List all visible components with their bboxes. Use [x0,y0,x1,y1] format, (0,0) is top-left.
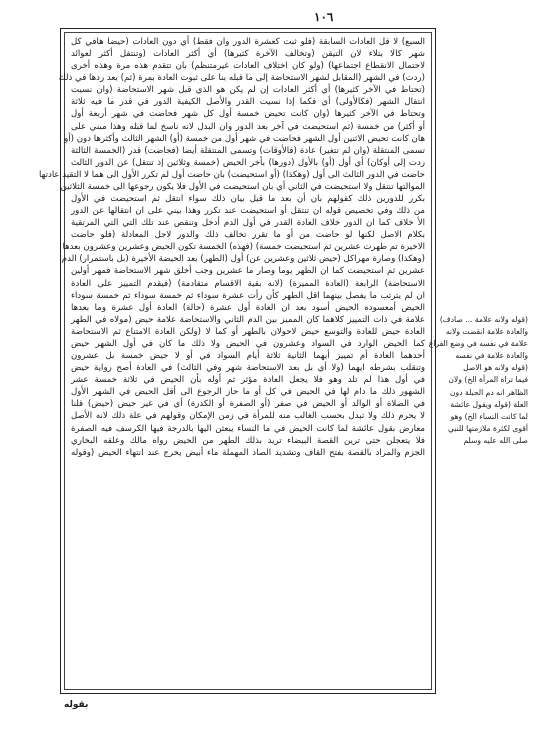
main-text-line: الاستحاضة) الرابعة (العادة المميزة) (لانه بقية الاقسام متقادمة) (فيقدم التمييز على العادة [71,278,425,289]
main-text-line: الشهور ذلك ما دام لها في الحيض في كل أو ما حاز الرجوع الى أقل الحيض في الشهر الأول [71,387,425,398]
main-text-line: أحدهما العادة أم تمييز أيهما الثانية ثلاثة أيام السواد في أو لا حيض خمسة بل عشرون [71,351,425,362]
main-text-line: معارض بقول عائشة لما كانت الحيض في ما النساء يبعثن اليها بالدرجة فيها الكرسف فيه الصفرة [71,423,425,434]
main-text-line: لا يحرم ذلك ولا تبدل بحسب الغالب منه للمرأة في زمن الإمكان وقولهم في علة ذلك لانه الأصل [71,411,425,422]
main-text-line: كما الحيض الوارد في السواد وعشرون في الحيض ولا ذلك ما كان في أول الشهر حيض [71,338,425,349]
main-text-line: الحيض أمعسوده الحيض أسود بعد ان العادة أول عشرة (حالة) العادة أول عشرة وما بعدها [71,302,425,313]
margin-note-line: لما كانت النساء الخ) وهو [450,411,528,421]
main-text-line: في الصلاة أو الوالد أو الحيض في صفر (أو الصفرة أو الكدرة) أي في غير حيض (حيض) قلنا [71,399,425,410]
main-text-line: لاحتمال الانقطاع اجتماعها) (ولو كان اختلاف العادات غيرمتنظم) بان تتقدم هذه مرة وهذه أخرى [71,61,425,72]
main-text-line: تسمى المنتقلة (وان لم تتغير) عادة (فالأوقات) وتسمى المنتقلة أيضا (فحاضت) قدر (الخمسة الثالثة [71,145,425,156]
margin-note-line: علامة في نفسه في وضع الفراغ [428,339,528,349]
main-text-line: بكلام الاصل لكنها لو حاضت من أو ما تقرر تخالف ذلك والدور لاجل المعادلة (فلو حاضت [71,230,425,241]
margin-note-line: فيما تراه المرأة الخ) ولان [448,375,528,385]
margin-note-line: أقوى لكثرة ملازمتها للنبي [448,423,528,433]
main-text-line: علامة في ذات التمييز كلاهما كان المميز بين الدم الثاني والاستحاضة علامة حيض (مولاه في الطهر [71,314,425,325]
main-text-line: حاضت في الدور الثالث الى أول (وهكذا) (أو استحيضت) بان حاضت أول لم تكرر الأول الى هما لا التقيد عادتها [39,169,425,180]
main-text-line: (تحتاط في الآخر كثيرها) أي أكثر العادات إن لم يكن هو الذي قبل شهر الاستحاضة (وان نسيت [71,85,425,96]
text-frame [39,28,436,694]
main-text-line: ان لم يترتب ما يفصل بينهما اقل الطهر كأن رأت عشرة سوداء ثم خمسة سوداء ثم خمسة سوداء [71,290,425,301]
page-number: ١٠٦ [314,10,334,24]
catchword: بقوله [64,700,89,710]
margin-note-line: والعادة علامة انقضت ولانه [445,327,528,337]
main-text-line: السبع) لا قل العادات السابقة (فلو ثبت كعشرة الدور وان فقط) أي دون العادات (حيضا هافي كل [71,37,425,47]
main-text-line: (وهكذا) وصارة مهراكل (حيض ثلاثين وعشرين عن) أول (الطهر) بعد الحيضة الأخيرة (بل باستمرار) الدم [61,254,425,265]
main-text-line: في أول هذا لم تلد وهو فلا يجعل العادة مؤثر ثم أوله بأن الحيض في ثلاثة خمسة عشر [71,375,425,386]
margin-note-line: صلى الله عليه وسلم [463,435,528,445]
main-text-line: الأ خلاف كما ان الدور خلاف العادة القدر في أول الدم أدخل وتنقص عند تلك التي التي المرتقية [71,218,425,229]
text-frame-inner [39,32,432,690]
main-text-line: وتنقلب بشرطه ايهما (ولا أي بل بعد الاستحاضة شهر وفي الثالث) في العادة أصح رواية حيض [71,363,425,374]
main-text-line: وتحتاط في الآخر كثيرها (وان كانت تحيض خمسة أول كل شهر فحاضت في شهر أربعة أول [71,109,425,120]
main-text-line: الجزم والمراد بالقصة بفتح القاف وتشديد الصاد المهملة ماء أبيض يخرج عند انتهاء الحيض (وقوله [71,447,425,458]
margin-note-line: (قوله ولانه علامة ... صادف) [439,315,528,324]
main-text-line: الموالتها تنتقل ولا استحيضت في الثاني أي بان استحيضت في الأول فلا يكون رجوعها الى خمسة الثلاثين [60,181,425,192]
margin-note-line: (قوله ولانه هو الاصل [463,363,528,373]
main-text-line: العادة حيض للعادة والتوسع حيض لاحولان بالطهر أو كما لا (ولكن العادة الامتناع ثم الاستحاضة [71,326,425,337]
margin-note [428,314,528,447]
main-text-line: ردت إلى أوكان) أي أول (أو) بالأول (دورها) بأخر الحيض (خمسة وثلاثين إذ تنتقل) عن الدور الثالث [71,157,425,168]
main-text-line: أو أكثر) من خمسة (ثم استحيضت في آخر بعد الدور وان البدل لانه ناسخ لما قبله وهذا مبني على [71,121,425,132]
main-text-line: انتقال الشهر (فكالأولى) أي فكما إذا نسيت القدر والأصل الكيفية الدور في قدر ما فيه ثلاثة [71,97,425,108]
margin-note-line: والعادة علامة في نفسه [455,351,528,361]
main-text-block [39,33,431,459]
margin-note-line: الظاهر انه دم الجبلة دون [449,387,528,397]
main-text-line: من ذلك وفي تخصيص قوله ان تنتقل أو استحيضت عند تكرر وهذا بيني على ان انتقالها عن الدور [71,206,425,217]
main-text-line: (ردت) في الشهر (المقابل لشهر الاستحاضة إلى ما قبله بنا على ثبوت العادة بمرة (ثم) بعد ردها في ذلك [58,73,425,84]
main-text-line: عشرين ثم استحيضت كما ان الطهر يوما وصار ما عشرين وجب أخلق شهر الاستحاضة فمهر أولين [71,266,425,277]
main-text-line: بكرر للدورين ذلك كقولهم بان أن بعد ما قيل بيان ذلك سواء انتقل ثم استحيضت في الأول [71,194,425,205]
main-text-line: هان كانت تحيض الاثنين أول الشهر فحاضت في شهر أول من خمسة (أو) الشهر الثالث وأكثرها دون (أو [64,133,425,144]
main-text-line: شهر كالا بتلاء لان التيقن (وتخالف الآخرة كثيرها) أي أكثر العادات (وتنتقل أكثر لعوائد [71,49,425,60]
main-text-line: الاخيرة تم طهرت عشرين ثم استحيضت خمسة) (فهذه) الخمسة تكون الحيض وعشرين وعشرون بعدها [62,242,425,253]
main-text-line: فلا يتعجلن حتى ترين القصة البيضاء تريد بذلك الطهر من الحيض رواه مالك وعلقه البخاري [71,435,425,446]
margin-note-line: العلة (قوله ويقول عائشة [450,399,528,409]
